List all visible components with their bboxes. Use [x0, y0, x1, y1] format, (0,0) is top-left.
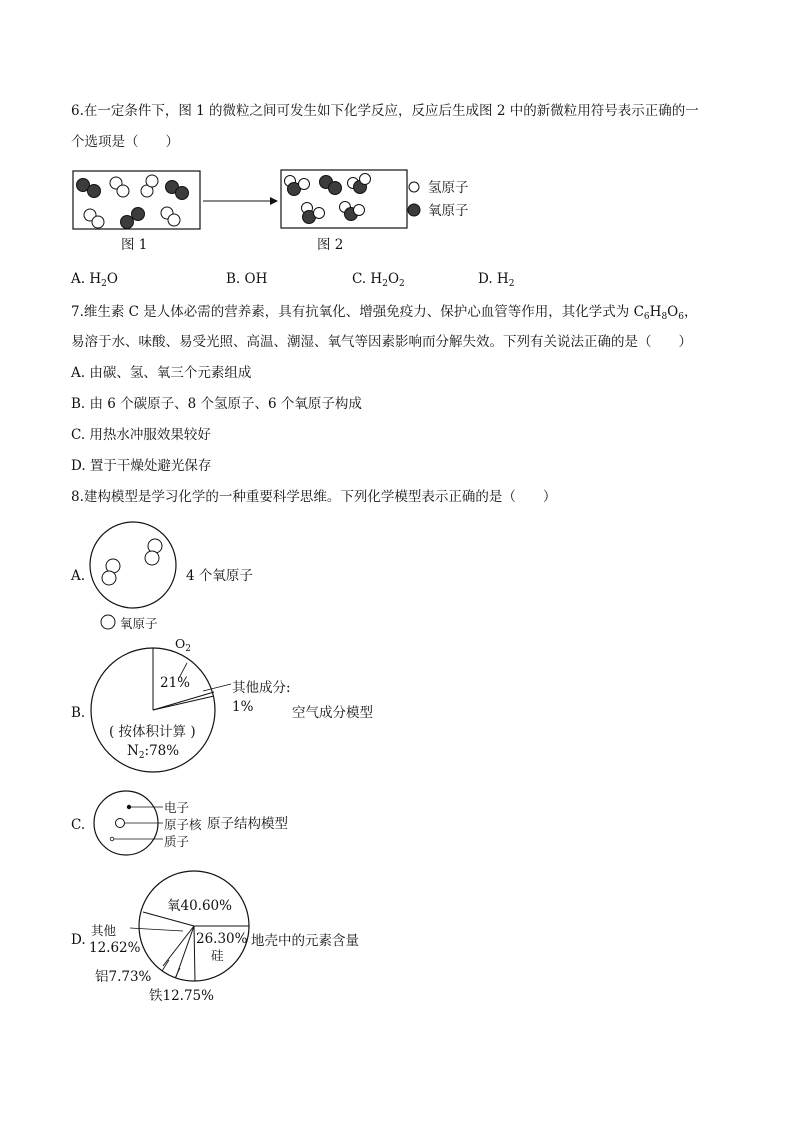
q8-d-al-label: 铝7.73% — [95, 969, 152, 985]
q6-option-d: D. $H_2$ — [478, 271, 515, 289]
q8-c-electron-label: 电子 — [164, 800, 190, 815]
q8-b-o2-label: $O_2$ — [175, 636, 191, 654]
q8-b-caption: 空气成分模型 — [292, 705, 373, 721]
q8-c-proton-label: 质子 — [164, 834, 190, 849]
q6-option-a: A. $H_2O$ — [71, 271, 118, 289]
q8-b-other-label: 其他成分: — [232, 680, 291, 696]
reaction-arrow — [270, 197, 278, 205]
q8-c-label: C. — [71, 817, 86, 833]
q8-d-oxygen-label: 氧40.60% — [167, 898, 232, 914]
q8-d-label: D. — [71, 932, 86, 948]
q6-stem-line1: 6.在一定条件下，图 1 的微粒之间可发生如下化学反应，反应后生成图 2 中的新微粒用符号表示正确的一 — [71, 103, 699, 119]
q8-b-n2-label: $N_2:78\%$ — [127, 743, 180, 761]
oxygen-atom-legend-icon — [101, 615, 115, 629]
q8-b-21-label: 21% — [160, 675, 191, 691]
q8-c-nucleus-label: 原子核 — [164, 817, 202, 832]
figure1-caption: 图 1 — [121, 237, 148, 253]
q7-option-a: A. 由碳、氢、氧三个元素组成 — [71, 365, 252, 381]
figure2-caption: 图 2 — [317, 237, 344, 253]
q8-a-text: 4 个氧原子 — [186, 568, 253, 584]
q6-option-b: B. OH — [226, 271, 268, 287]
q8-stem: 8.建构模型是学习化学的一种重要科学思维。下列化学模型表示正确的是（ ） — [71, 489, 557, 505]
q7-option-c: C. 用热水冲服效果较好 — [71, 427, 211, 443]
q8-c-caption: 原子结构模型 — [207, 816, 288, 832]
q8-d-si-label: 硅 — [211, 948, 224, 963]
q7-stem-line1: 7.维生素 C 是人体必需的营养素，具有抗氧化、增强免疫力、保护心血管等作用，其化学式为 $C_6H_8O_6$， — [71, 304, 698, 322]
legend-hydrogen-label: 氢原子 — [428, 180, 469, 196]
q8-c-atom-structure — [85, 790, 175, 860]
q7-stem-line2: 易溶于水、味酸、易受光照、高温、潮湿、氧气等因素影响而分解失效。下列有关说法正确的是（ ） — [71, 334, 692, 350]
q8-a-label: A. — [71, 568, 86, 584]
q8-b-label: B. — [71, 705, 86, 721]
q6-stem-line2: 个选项是（ ） — [71, 134, 179, 150]
figure2-box — [281, 170, 407, 228]
oxygen-legend-icon — [408, 204, 420, 216]
nucleus-circle — [116, 819, 125, 828]
q8-d-other-value: 12.62% — [89, 940, 141, 956]
q8-a-legend-label: 氧原子 — [120, 616, 158, 631]
figure1-particles — [77, 175, 189, 229]
q8-d-fe-label: 铁12.75% — [149, 988, 214, 1004]
q7-option-d: D. 置于干燥处避光保存 — [71, 458, 212, 474]
q8-b-1-label: 1% — [232, 699, 254, 715]
legend-oxygen-label: 氧原子 — [428, 203, 469, 219]
q6-option-c: C. $H_2O_2$ — [352, 271, 405, 289]
q7-option-b: B. 由 6 个碳原子、8 个氢原子、6 个氧原子构成 — [71, 396, 362, 412]
q8-d-caption: 地壳中的元素含量 — [251, 933, 359, 949]
q8-d-si-value: 26.30% — [196, 931, 248, 947]
q8-d-other-label: 其他 — [91, 923, 117, 938]
figure2-particles — [285, 174, 371, 224]
q8-b-basis-label: ( 按体积计算 ) — [109, 724, 196, 740]
hydrogen-legend-icon — [409, 182, 419, 192]
